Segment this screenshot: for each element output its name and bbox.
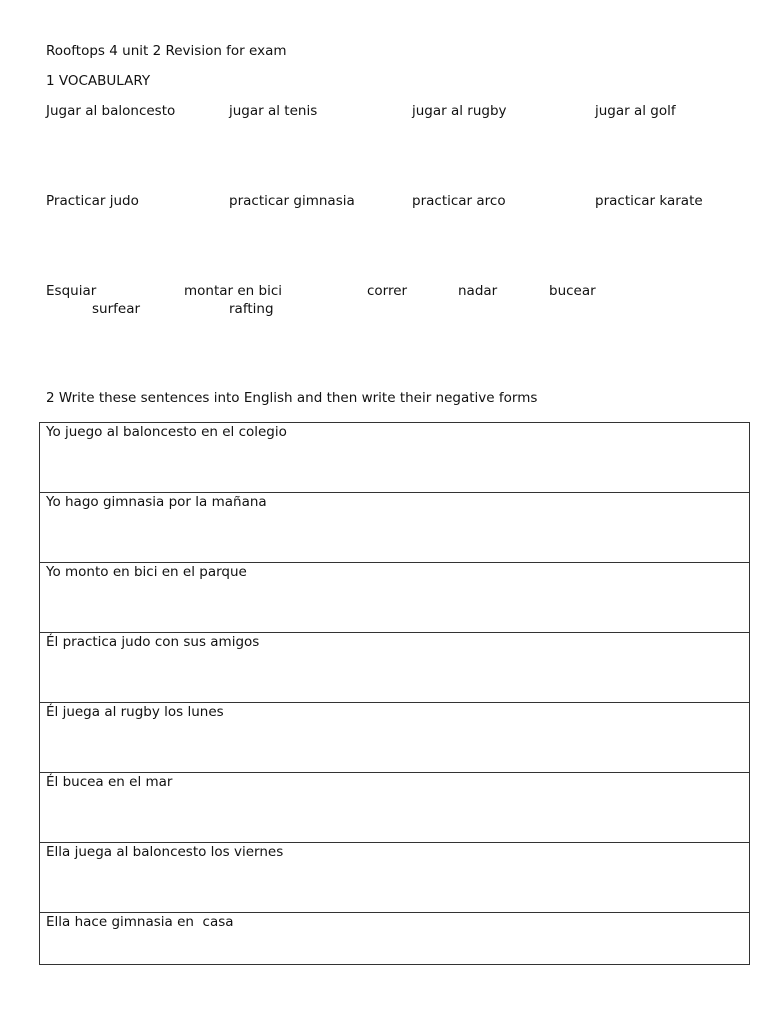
- sentence-cell[interactable]: [40, 563, 750, 633]
- sentence-text: Yo monto en bici en el parque: [46, 564, 247, 580]
- vocab-item: nadar: [458, 283, 498, 299]
- vocab-item: practicar gimnasia: [229, 193, 355, 209]
- document-title: Rooftops 4 unit 2 Revision for exam: [46, 43, 287, 59]
- vocab-item: surfear: [92, 301, 141, 317]
- table-row: [40, 913, 750, 965]
- vocab-item: Practicar judo: [46, 193, 139, 209]
- sentence-table: [39, 422, 750, 965]
- vocab-item: practicar karate: [595, 193, 703, 209]
- vocab-item: Jugar al baloncesto: [46, 103, 176, 119]
- table-row: [40, 423, 750, 493]
- sentence-cell[interactable]: [40, 843, 750, 913]
- sentence-text: Yo hago gimnasia por la mañana: [46, 494, 267, 510]
- sentence-cell[interactable]: [40, 703, 750, 773]
- sentence-cell[interactable]: [40, 493, 750, 563]
- sentence-text: Ella hace gimnasia en casa: [46, 914, 234, 930]
- vocabulary-heading: 1 VOCABULARY: [46, 73, 151, 89]
- sentence-cell[interactable]: [40, 773, 750, 843]
- table-row: [40, 633, 750, 703]
- table-row: [40, 773, 750, 843]
- table-row: [40, 563, 750, 633]
- vocab-item: jugar al rugby: [412, 103, 507, 119]
- vocab-item: Esquiar: [46, 283, 97, 299]
- vocab-item: jugar al tenis: [229, 103, 318, 119]
- sentence-cell[interactable]: [40, 913, 750, 965]
- sentence-text: Él bucea en el mar: [46, 774, 173, 790]
- vocab-item: montar en bici: [184, 283, 283, 299]
- sentence-text: Ella juega al baloncesto los viernes: [46, 844, 284, 860]
- vocab-item: rafting: [229, 301, 274, 317]
- sentence-text: Él practica judo con sus amigos: [46, 634, 260, 650]
- table-row: [40, 493, 750, 563]
- table-row: [40, 843, 750, 913]
- table-row: [40, 703, 750, 773]
- sentence-cell[interactable]: [40, 633, 750, 703]
- vocab-item: jugar al golf: [595, 103, 676, 119]
- sentence-cell[interactable]: [40, 423, 750, 493]
- vocab-item: bucear: [549, 283, 596, 299]
- vocab-item: correr: [367, 283, 408, 299]
- sentence-text: Él juega al rugby los lunes: [46, 704, 224, 720]
- exercise-heading: 2 Write these sentences into English and then write their negative forms: [46, 390, 538, 406]
- sentence-text: Yo juego al baloncesto en el colegio: [46, 424, 287, 440]
- vocab-item: practicar arco: [412, 193, 506, 209]
